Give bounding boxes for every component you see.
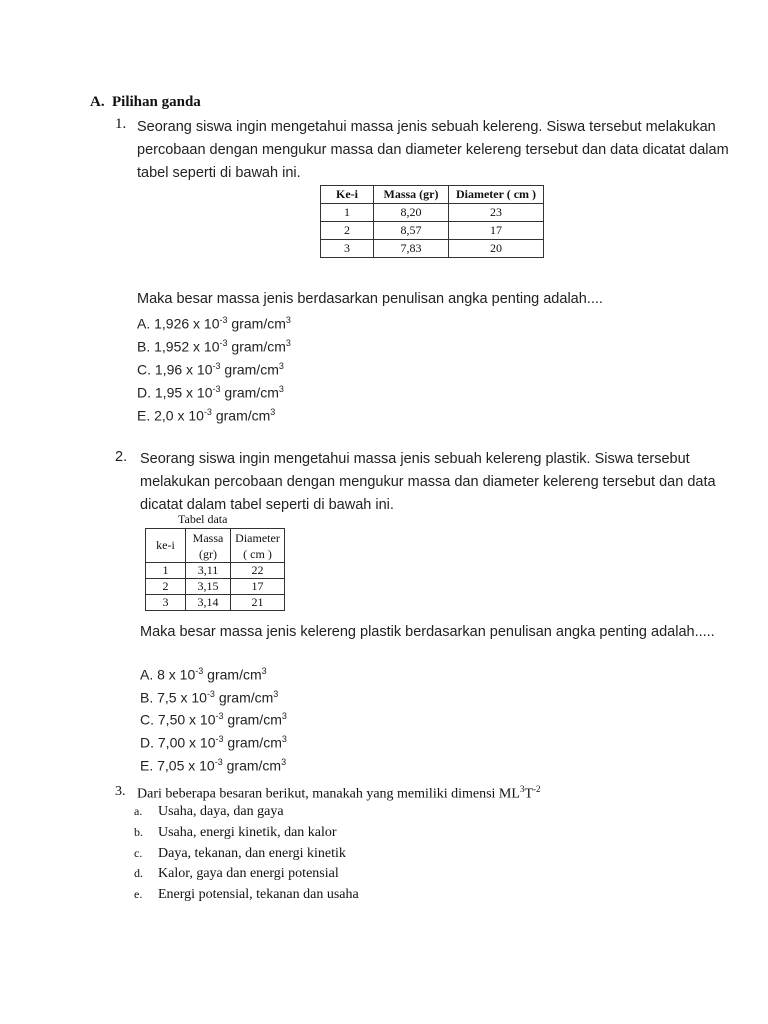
table-row <box>146 595 285 611</box>
table-row <box>321 240 544 258</box>
q2-table-caption: Tabel data <box>178 512 228 526</box>
table-cell: 1 <box>146 563 186 579</box>
q2-option-d: D. 7,00 x $10^{-3}$ gram/$cm^3$ <box>140 734 287 751</box>
table-row <box>146 563 285 579</box>
table-cell: 17 <box>449 222 544 240</box>
table-header: Massa (gr) <box>186 529 231 563</box>
q3-option-c: c. Daya, tekanan, dan energi kinetik <box>134 846 346 861</box>
q2-option-b: B. 7,5 x $10^{-3}$ gram/$cm^3$ <box>140 689 279 706</box>
q1-option-c: C. 1,96 x $10^{-3}$ gram/$cm^3$ <box>137 361 284 378</box>
table-cell: 3 <box>146 595 186 611</box>
q1-prompt: Maka besar massa jenis berdasarkan penulisan angka penting adalah.... <box>137 291 603 307</box>
table-header: Diameter ( cm ) <box>231 529 285 563</box>
q1-number: 1. <box>115 116 127 132</box>
table-cell: 3,14 <box>186 595 231 611</box>
q2-number: 2. <box>115 449 128 465</box>
table-cell: 8,20 <box>374 204 449 222</box>
q1-option-d: D. 1,95 x $10^{-3}$ gram/$cm^3$ <box>137 384 284 401</box>
q1-line: Seorang siswa ingin mengetahui massa jenis sebuah kelereng. Siswa tersebut melakukan <box>137 119 716 135</box>
q2-prompt: Maka besar massa jenis kelereng plastik berdasarkan penulisan angka penting adalah..... <box>140 624 715 640</box>
table-cell: 20 <box>449 240 544 258</box>
q2-data-table <box>145 528 285 611</box>
q1-option-a: A. 1,926 x $10^{-3}$ gram/$cm^3$ <box>137 315 291 332</box>
q3-text: Dari beberapa besaran berikut, manakah yang memiliki dimensi $ML^3T^{-2}$ <box>137 784 541 802</box>
table-cell: 8,57 <box>374 222 449 240</box>
q1-option-b: B. 1,952 x $10^{-3}$ gram/$cm^3$ <box>137 338 291 355</box>
q3-option-b: b. Usaha, energi kinetik, dan kalor <box>134 825 337 840</box>
q3-number: 3. <box>115 784 126 799</box>
q1-option-e: E. 2,0 x $10^{-3}$ gram/$cm^3$ <box>137 407 276 424</box>
section-title: Pilihan ganda <box>112 94 201 110</box>
q2-line: melakukan percobaan dengan mengukur massa dan diameter kelereng tersebut dan data <box>140 474 716 490</box>
q2-line: Seorang siswa ingin mengetahui massa jenis sebuah kelereng plastik. Siswa tersebut <box>140 451 690 467</box>
table-cell: 2 <box>321 222 374 240</box>
table-cell: 1 <box>321 204 374 222</box>
table-cell: 22 <box>231 563 285 579</box>
table-header: ke-i <box>146 529 186 563</box>
table-cell: 7,83 <box>374 240 449 258</box>
table-row <box>321 222 544 240</box>
section-letter: A. <box>90 94 105 110</box>
q1-data-table <box>320 185 544 258</box>
q2-text <box>140 448 716 517</box>
q2-option-c: C. 7,50 x $10^{-3}$ gram/$cm^3$ <box>140 711 287 728</box>
table-header: Ke-i <box>321 186 374 204</box>
q2-option-e: E. 7,05 x $10^{-3}$ gram/$cm^3$ <box>140 757 287 774</box>
q3-option-a: a. Usaha, daya, dan gaya <box>134 804 284 819</box>
table-cell: 3,11 <box>186 563 231 579</box>
table-row <box>146 579 285 595</box>
table-cell: 3,15 <box>186 579 231 595</box>
table-cell: 17 <box>231 579 285 595</box>
q1-text <box>137 116 729 185</box>
q3-option-e: e. Energi potensial, tekanan dan usaha <box>134 887 359 902</box>
table-header: Diameter ( cm ) <box>449 186 544 204</box>
q2-line: dicatat dalam tabel seperti di bawah ini. <box>140 497 394 513</box>
table-row <box>321 204 544 222</box>
q2-option-a: A. 8 x $10^{-3}$ gram/$cm^3$ <box>140 666 267 683</box>
table-header: Massa (gr) <box>374 186 449 204</box>
section-heading <box>90 94 201 111</box>
table-cell: 21 <box>231 595 285 611</box>
q3-option-d: d. Kalor, gaya dan energi potensial <box>134 866 339 881</box>
table-cell: 2 <box>146 579 186 595</box>
table-cell: 3 <box>321 240 374 258</box>
table-cell: 23 <box>449 204 544 222</box>
q1-line: percobaan dengan mengukur massa dan diameter kelereng tersebut dan data dicatat dalam <box>137 142 729 158</box>
q1-line: tabel seperti di bawah ini. <box>137 165 301 181</box>
